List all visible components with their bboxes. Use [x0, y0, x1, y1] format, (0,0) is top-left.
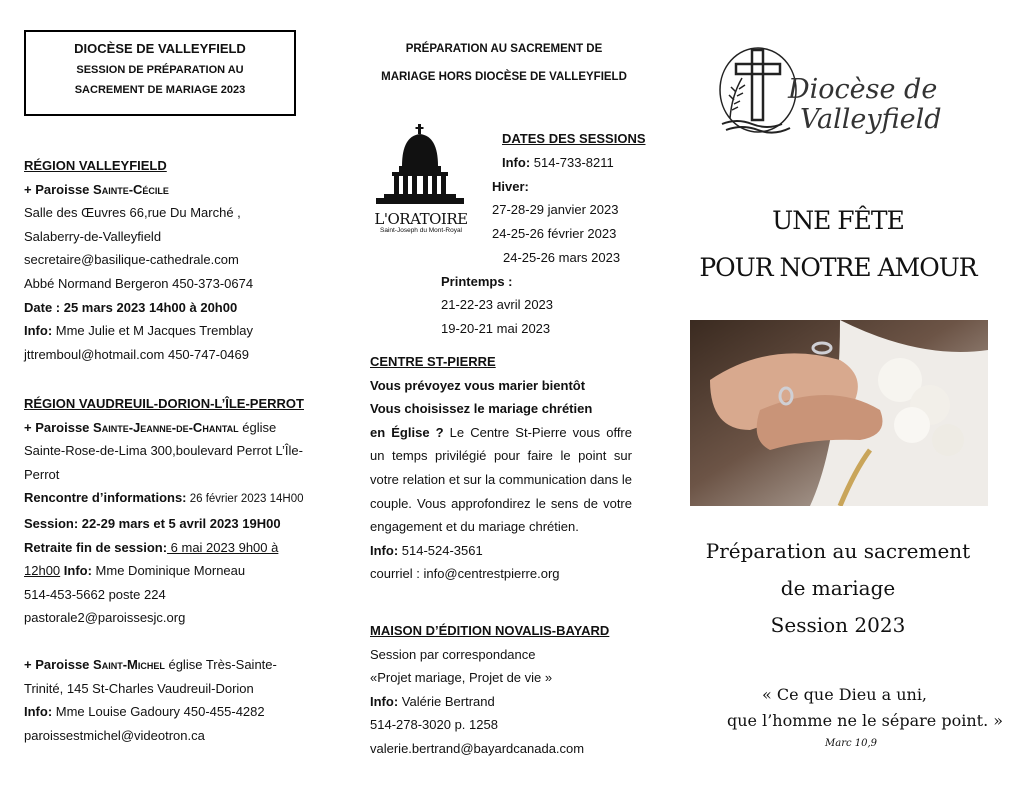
- parish-sainte-jeanne: + Paroisse Sainte-Jeanne-de-Chantal église: [24, 419, 277, 435]
- rencontre-line: Rencontre d’informations: 26 février 2023 14H00: [24, 490, 304, 506]
- session-line: Session: 22-29 mars et 5 avril 2023 19H00: [24, 515, 281, 531]
- retraite-info-line: 12h00 Info: Mme Dominique Morneau: [24, 563, 246, 579]
- oratoire-name: L'ORATOIRE: [374, 210, 468, 228]
- centre-line-2: Vous choisissez le mariage chrétien: [370, 401, 593, 417]
- quote-line-1: « Ce que Dieu a uni,: [762, 685, 928, 704]
- email-link[interactable]: pastorale2@paroissesjc.org: [24, 610, 186, 626]
- hiver-date-2: 24-25-26 février 2023: [492, 226, 617, 241]
- main-title-2: POUR NOTRE AMOUR: [699, 253, 977, 282]
- address-line-2: Perrot: [24, 466, 60, 482]
- novalis-email[interactable]: valerie.bertrand@bayardcanada.com: [370, 740, 585, 756]
- hiver-label: Hiver:: [492, 179, 529, 194]
- parish-sainte-cecile: + Paroisse Sainte-Cécile: [24, 181, 169, 197]
- hiver-date-1: 27-28-29 janvier 2023: [492, 202, 619, 217]
- region-valleyfield-heading: RÉGION VALLEYFIELD: [24, 158, 167, 173]
- oratoire-dome-icon: [372, 122, 470, 208]
- quote-line-2: que l’homme ne le sépare point. »: [727, 711, 1004, 730]
- oratoire-subtitle: Saint-Joseph du Mont-Royal: [379, 227, 462, 234]
- quote-reference: Marc 10,9: [825, 738, 878, 749]
- city-line: Salaberry-de-Valleyfield: [24, 228, 162, 244]
- novalis-phone: 514-278-3020 p. 1258: [370, 717, 498, 733]
- logo-line-1: Diocèse de: [788, 74, 938, 105]
- centre-line-1: Vous prévoyez vous marier bientôt: [370, 377, 586, 393]
- date-line: Date : 25 mars 2023 14h00 à 20h00: [24, 299, 238, 315]
- info-line: Info: Mme Louise Gadoury 450-455-4282: [24, 704, 265, 720]
- centre-heading: CENTRE ST-PIERRE: [370, 354, 496, 369]
- dates-heading: DATES DES SESSIONS: [502, 131, 646, 146]
- centre-info: Info: 514-524-3561: [370, 542, 483, 558]
- dates-info: Info: 514-733-8211: [502, 155, 614, 170]
- retraite-line: Retraite fin de session: 6 mai 2023 9h00 à: [24, 539, 279, 555]
- prep-line-3: Session 2023: [770, 613, 906, 637]
- novalis-heading: MAISON D’ÉDITION NOVALIS-BAYARD: [370, 623, 610, 638]
- middle-title-2: MARIAGE HORS DIOCÈSE DE VALLEYFIELD: [381, 71, 627, 83]
- email-phone-line[interactable]: jttremboul@hotmail.com 450-747-0469: [24, 346, 249, 362]
- wedding-hands-image: [690, 320, 988, 506]
- printemps-date-2: 19-20-21 mai 2023: [441, 321, 551, 336]
- centre-st-pierre: [370, 350, 632, 586]
- title-box: [24, 30, 296, 116]
- printemps-label: Printemps :: [441, 274, 513, 289]
- address-line: Salle des Œuvres 66,rue Du Marché ,: [24, 205, 241, 221]
- parish-saint-michel: [24, 653, 277, 747]
- novalis-line-1: Session par correspondance: [370, 646, 536, 662]
- email-link[interactable]: secretaire@basilique-cathedrale.com: [24, 252, 239, 268]
- main-title-1: UNE FÊTE: [772, 206, 904, 235]
- prep-line-1: Préparation au sacrement: [705, 539, 971, 563]
- phone-line: 514-453-5662 poste 224: [24, 586, 166, 602]
- middle-title-1: PRÉPARATION AU SACREMENT DE: [405, 43, 603, 55]
- wedding-photo: [690, 320, 988, 506]
- info-line: Info: Mme Julie et M Jacques Tremblay: [24, 323, 254, 339]
- printemps-date-1: 21-22-23 avril 2023: [441, 297, 554, 312]
- hiver-date-3: 24-25-26 mars 2023: [503, 250, 621, 265]
- novalis-info: Info: Valérie Bertrand: [370, 693, 495, 709]
- oratoire-logo: [372, 122, 470, 234]
- logo-line-2: Valleyfield: [800, 104, 942, 135]
- diocese-logo: [712, 40, 942, 144]
- novalis-bayard: [370, 619, 632, 761]
- novalis-line-2: «Projet mariage, Projet de vie »: [370, 670, 553, 686]
- box-line-3: SACREMENT DE MARIAGE 2023: [74, 84, 246, 96]
- contact-line: Abbé Normand Bergeron 450-373-0674: [24, 275, 254, 291]
- box-line-2: SESSION DE PRÉPARATION AU: [76, 64, 244, 76]
- email-link[interactable]: paroissestmichel@videotron.ca: [24, 727, 205, 743]
- prep-line-2: de mariage: [780, 576, 896, 600]
- region-valleyfield: [24, 154, 253, 366]
- centre-email[interactable]: courriel : info@centrestpierre.org: [370, 566, 560, 582]
- centre-paragraph: en Église ? Le Centre St-Pierre vous offre un temps privilégié pour faire le point sur votre relation et sur la communication dans le couple. Vous approfondirez le sens de votre engagement et du mariage chrétien.: [370, 424, 632, 535]
- address-line: Sainte-Rose-de-Lima 300,boulevard Perrot L’Île-: [24, 443, 303, 459]
- region-vaudreuil-heading: RÉGION VAUDREUIL-DORION-L’ÎLE-PERROT: [24, 396, 304, 411]
- parish-saint-michel-line: + Paroisse Saint-Michel église Très-Sainte-: [24, 657, 277, 672]
- address-line: Trinité, 145 St-Charles Vaudreuil-Dorion: [24, 680, 254, 696]
- region-vaudreuil: [24, 392, 304, 630]
- box-line-1: DIOCÈSE DE VALLEYFIELD: [74, 41, 246, 56]
